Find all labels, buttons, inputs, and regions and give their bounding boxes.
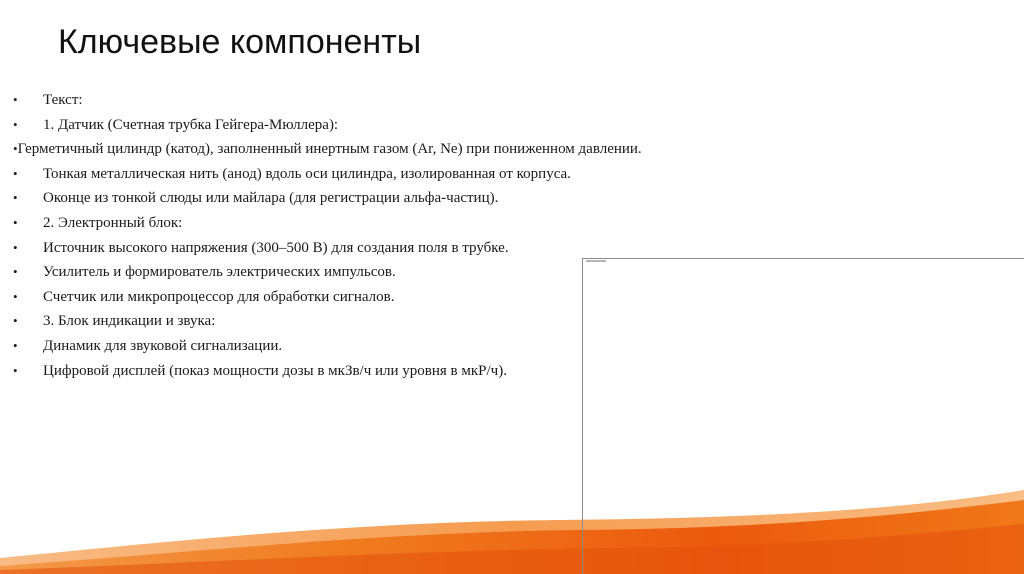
list-item: [12, 137, 642, 162]
bullet-icon: •: [13, 190, 18, 206]
bullet-icon: •: [13, 141, 18, 157]
bullet-text: 3. Блок индикации и звука:: [43, 313, 216, 330]
bullet-icon: •: [13, 92, 18, 107]
image-placeholder-frame: [582, 258, 1024, 574]
list-item: [12, 113, 612, 138]
bullet-text: Оконце из тонкой слюды или майлара (для регистрации альфа-частиц).: [43, 190, 499, 207]
bullet-icon: •: [13, 214, 18, 230]
bullet-text: Герметичный цилиндр (катод), заполненный инертным газом (Ar, Ne) при пониженном давлении.: [17, 141, 642, 158]
bullet-icon: •: [13, 165, 18, 181]
bullet-text: Текст:: [43, 92, 83, 108]
list-item: [12, 186, 612, 211]
bullet-icon: •: [13, 337, 18, 353]
bullet-text: Тонкая металлическая нить (анод) вдоль оси цилиндра, изолированная от корпуса.: [43, 165, 571, 182]
bullet-text: Усилитель и формирователь электрических импульсов.: [43, 264, 396, 281]
slide-title: Ключевые компоненты: [58, 23, 422, 61]
list-item: [12, 334, 612, 359]
list-item: [12, 236, 612, 261]
bullet-text: Динамик для звуковой сигнализации.: [43, 337, 283, 354]
bullet-text: Счетчик или микропроцессор для обработки сигналов.: [43, 288, 395, 305]
list-item: [12, 285, 612, 310]
bullet-list: [12, 88, 642, 383]
placeholder-caption-mark: [586, 260, 606, 262]
list-item: [12, 211, 612, 236]
bullet-text: Источник высокого напряжения (300–500 В) для создания поля в трубке.: [43, 239, 509, 256]
bullet-text: 2. Электронный блок:: [43, 214, 183, 231]
bullet-icon: •: [13, 264, 18, 280]
list-item: [12, 162, 612, 187]
bullet-icon: •: [13, 362, 18, 378]
list-item: [12, 260, 612, 285]
bullet-icon: •: [13, 288, 18, 304]
bullet-icon: •: [13, 313, 18, 329]
list-item: [12, 88, 612, 113]
bullet-text: Цифровой дисплей (показ мощности дозы в мкЗв/ч или уровня в мкР/ч).: [43, 362, 507, 379]
bullet-icon: •: [13, 239, 18, 255]
bullet-icon: •: [13, 116, 18, 132]
list-item: [12, 359, 612, 384]
list-item: [12, 309, 612, 334]
bullet-text: 1. Датчик (Счетная трубка Гейгера-Мюллера):: [43, 116, 339, 133]
